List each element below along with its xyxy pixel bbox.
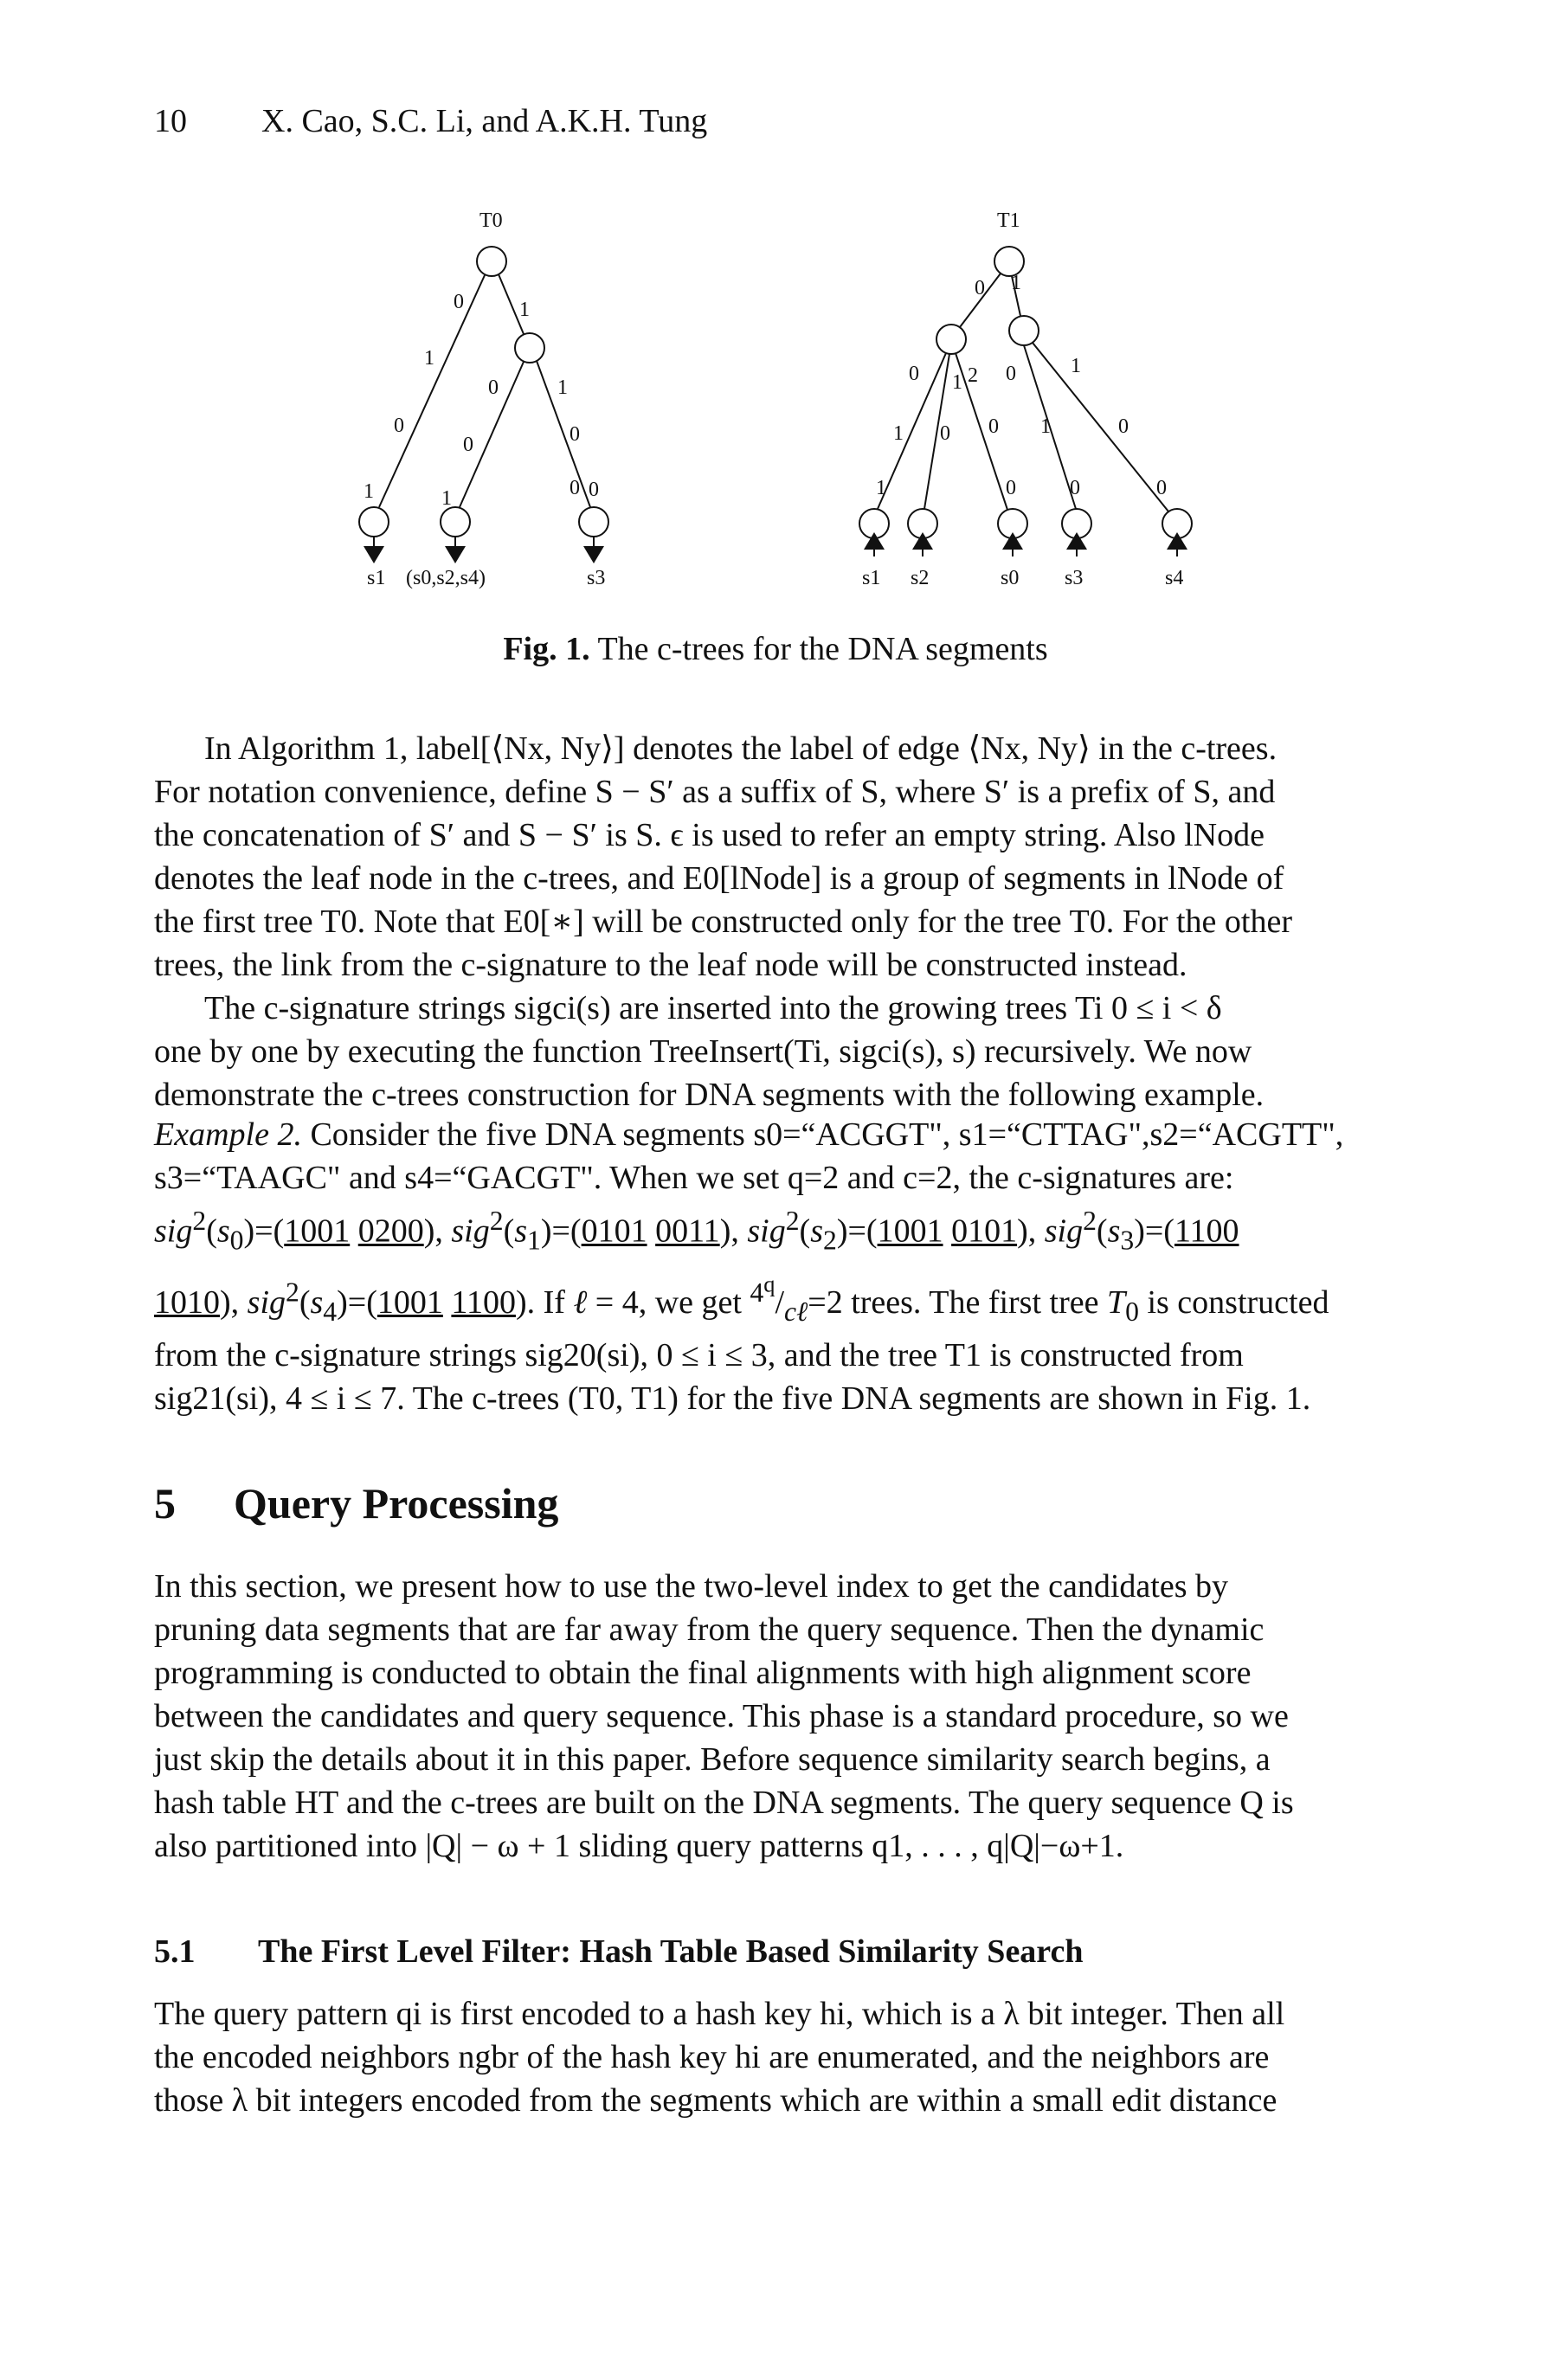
paragraph-algorithm (154, 727, 1398, 987)
t1-edge-label: 0 (988, 415, 999, 438)
signature: 1100 (451, 1284, 516, 1322)
text-line: one by one by executing the function TreeInsert(Ti, sigci(s), s) recursively. We now (154, 1033, 1252, 1070)
t0-edge-label: 0 (589, 479, 599, 501)
text-line: For notation convenience, define S − S′ as a suffix of S, where S′ is a prefix of S, and (154, 774, 1276, 810)
text-line: $sig^2(s_0)=(1001$ 0200), $sig^2(s_1)=(0101$ 0011), $sig^2(s_2)=(1001$ 0101), $sig^2(s_3)=(1100$ (154, 1206, 1239, 1256)
t1-edge-label: 0 (975, 277, 985, 299)
signature: 1100 (1174, 1213, 1239, 1250)
t0-edge (379, 275, 485, 507)
example-2 (154, 1113, 1398, 1420)
t1-leaf-label: s1 (862, 567, 881, 589)
t1-edge (1033, 343, 1168, 511)
paragraph-first-level-filter (154, 1992, 1398, 2122)
text-line: The c-signature strings sigci(s) are inserted into the growing trees Ti 0 ≤ i < δ (204, 990, 1222, 1026)
signature: 1001 (376, 1284, 443, 1322)
t1-leaf-node (859, 509, 889, 538)
t0-edge-label: 0 (570, 423, 580, 446)
t1-leaf-node (908, 509, 937, 538)
t0-edge-label: 1 (364, 480, 374, 503)
t0-leaf-node (441, 507, 470, 537)
t0-inner-node (515, 333, 544, 363)
example-label: Example 2. (154, 1116, 302, 1153)
t0-leaf-label: (s0,s2,s4) (406, 567, 486, 589)
subsection-title: The First Level Filter: Hash Table Based Similarity Search (258, 1933, 1084, 1970)
t1-leaf-label: s2 (911, 567, 930, 589)
text-line: the encoded neighbors ngbr of the hash key hi are enumerated, and the neighbors are (154, 2039, 1270, 2075)
text-line: just skip the details about it in this paper. Before sequence similarity search begins, a (154, 1741, 1271, 1778)
example-line-1: Consider the five DNA segments s0=“ACGGT", s1=“CTTAG",s2=“ACGTT", (310, 1116, 1344, 1153)
signature: 1001 (284, 1213, 351, 1250)
t0-edge-label: 0 (454, 291, 464, 313)
t1-leaf-node (1062, 509, 1091, 538)
caption-label: Fig. 1. (503, 631, 590, 667)
t1-edge-label: 1 (1071, 355, 1081, 377)
t1-leaf-node (998, 509, 1027, 538)
text-line: 1010), $sig^2(s_4)=(1001$ 1100). If ℓ = 4, we get $^{4^q}/_{c\ell}=2$ trees. The first tree $T_0$ is constructed (154, 1270, 1329, 1328)
t0-edge-label: 1 (519, 299, 530, 321)
paragraph-query-processing (154, 1565, 1398, 1868)
t1-leaf-label: s0 (1001, 567, 1020, 589)
t0-edge-label: 1 (557, 376, 568, 399)
t1-edge-label: 1 (876, 477, 886, 499)
t1-edge-label: 0 (1156, 477, 1167, 499)
t0-leaf-node (579, 507, 608, 537)
t1-edge-label: 0 (1006, 477, 1016, 499)
t1-leaf-node (1162, 509, 1192, 538)
text-line: the concatenation of S′ and S − S′ is S. ϵ is used to refer an empty string. Also lNode (154, 817, 1265, 853)
signature: 0200 (357, 1213, 424, 1250)
text-line: between the candidates and query sequence. This phase is a standard procedure, so we (154, 1698, 1289, 1734)
text-line: from the c-signature strings sig20(si), 0 ≤ i ≤ 3, and the tree T1 is constructed from (154, 1337, 1244, 1374)
t0-title: T0 (479, 209, 503, 232)
section-heading-5 (154, 1478, 558, 1528)
text-line: demonstrate the c-trees construction for DNA segments with the following example. (154, 1077, 1265, 1113)
t0-leaf-node (359, 507, 389, 537)
t0-edge-label: 0 (394, 415, 404, 437)
text-line: In this section, we present how to use the two-level index to get the candidates by (154, 1568, 1229, 1605)
section-number: 5 (154, 1479, 176, 1528)
t1-inner-node (1009, 316, 1039, 345)
text-line: sig21(si), 4 ≤ i ≤ 7. The c-trees (T0, T1) for the five DNA segments are shown in Fig. 1. (154, 1380, 1311, 1418)
t1-edge-label: 1 (893, 422, 904, 445)
t1-leaf-label: s3 (1065, 567, 1084, 589)
t1-edge (956, 353, 1007, 510)
text-line: also partitioned into |Q| − ω + 1 sliding query patterns q1, . . . , q|Q|−ω+1. (154, 1828, 1124, 1864)
text-line: the first tree T0. Note that E0[∗] will be constructed only for the tree T0. For the other (154, 904, 1292, 940)
text-line (154, 1113, 1398, 1156)
text-line: In Algorithm 1, label[⟨Nx, Ny⟩] denotes the label of edge ⟨Nx, Ny⟩ in the c-trees. (204, 730, 1277, 767)
t0-edge-label: 0 (488, 376, 499, 399)
figure-ctrees (312, 195, 1272, 610)
t1-edge-label: 0 (1118, 415, 1129, 438)
t0-edge-label: 1 (424, 347, 434, 370)
t1-edge-label: 0 (1070, 477, 1080, 499)
section-title: Query Processing (234, 1479, 559, 1528)
text-line: hash table HT and the c-trees are built on the DNA segments. The query sequence Q is (154, 1785, 1294, 1821)
text-line: s3=“TAAGC" and s4=“GACGT". When we set q=2 and c=2, the c-signatures are: (154, 1160, 1234, 1196)
text-line: denotes the leaf node in the c-trees, and E0[lNode] is a group of segments in lNode of (154, 860, 1284, 897)
signature: 0101 (581, 1213, 647, 1250)
signature: 1001 (877, 1213, 943, 1250)
t1-leaf-label: s4 (1165, 567, 1184, 589)
running-header (154, 102, 707, 140)
signature: 1010 (154, 1284, 220, 1322)
text-line: programming is conducted to obtain the final alignments with high alignment score (154, 1655, 1252, 1691)
subsection-heading-5-1 (154, 1933, 1084, 1971)
t1-title: T1 (997, 209, 1020, 232)
t1-edge-label: 1 (952, 371, 962, 394)
t1-edge-label: 0 (909, 363, 919, 385)
t1-edge-label: 1 (1011, 272, 1021, 294)
text-line: The query pattern qi is first encoded to a hash key hi, which is a λ bit integer. Then all (154, 1996, 1285, 2032)
ctrees-diagram (312, 195, 1272, 610)
authors: X. Cao, S.C. Li, and A.K.H. Tung (261, 103, 708, 139)
t1-edge-label: 0 (1006, 363, 1016, 385)
paragraph-insertion (154, 987, 1398, 1116)
text-line: trees, the link from the c-signature to the leaf node will be constructed instead. (154, 947, 1187, 983)
t1-edge-label: 0 (940, 422, 950, 445)
t1-edge-label: 1 (1040, 415, 1051, 438)
text-line: those λ bit integers encoded from the segments which are within a small edit distance (154, 2082, 1277, 2119)
figure-caption (0, 630, 1551, 668)
text-line: pruning data segments that are far away from the query sequence. Then the dynamic (154, 1611, 1265, 1648)
t0-root-node (477, 247, 506, 276)
t0-edge-label: 0 (463, 434, 473, 456)
signature: 0101 (951, 1213, 1018, 1250)
t1-inner-node (936, 325, 966, 354)
caption-text: The c-trees for the DNA segments (597, 631, 1048, 667)
t0-leaf-label: s3 (587, 567, 606, 589)
t0-leaf-label: s1 (367, 567, 386, 589)
t0-edge-label: 1 (441, 487, 452, 510)
t0-edge-label: 0 (570, 477, 580, 499)
subsection-number: 5.1 (154, 1933, 196, 1970)
signature: 0011 (655, 1213, 720, 1250)
t1-edge-label: 2 (968, 364, 978, 387)
page-number: 10 (154, 103, 187, 139)
